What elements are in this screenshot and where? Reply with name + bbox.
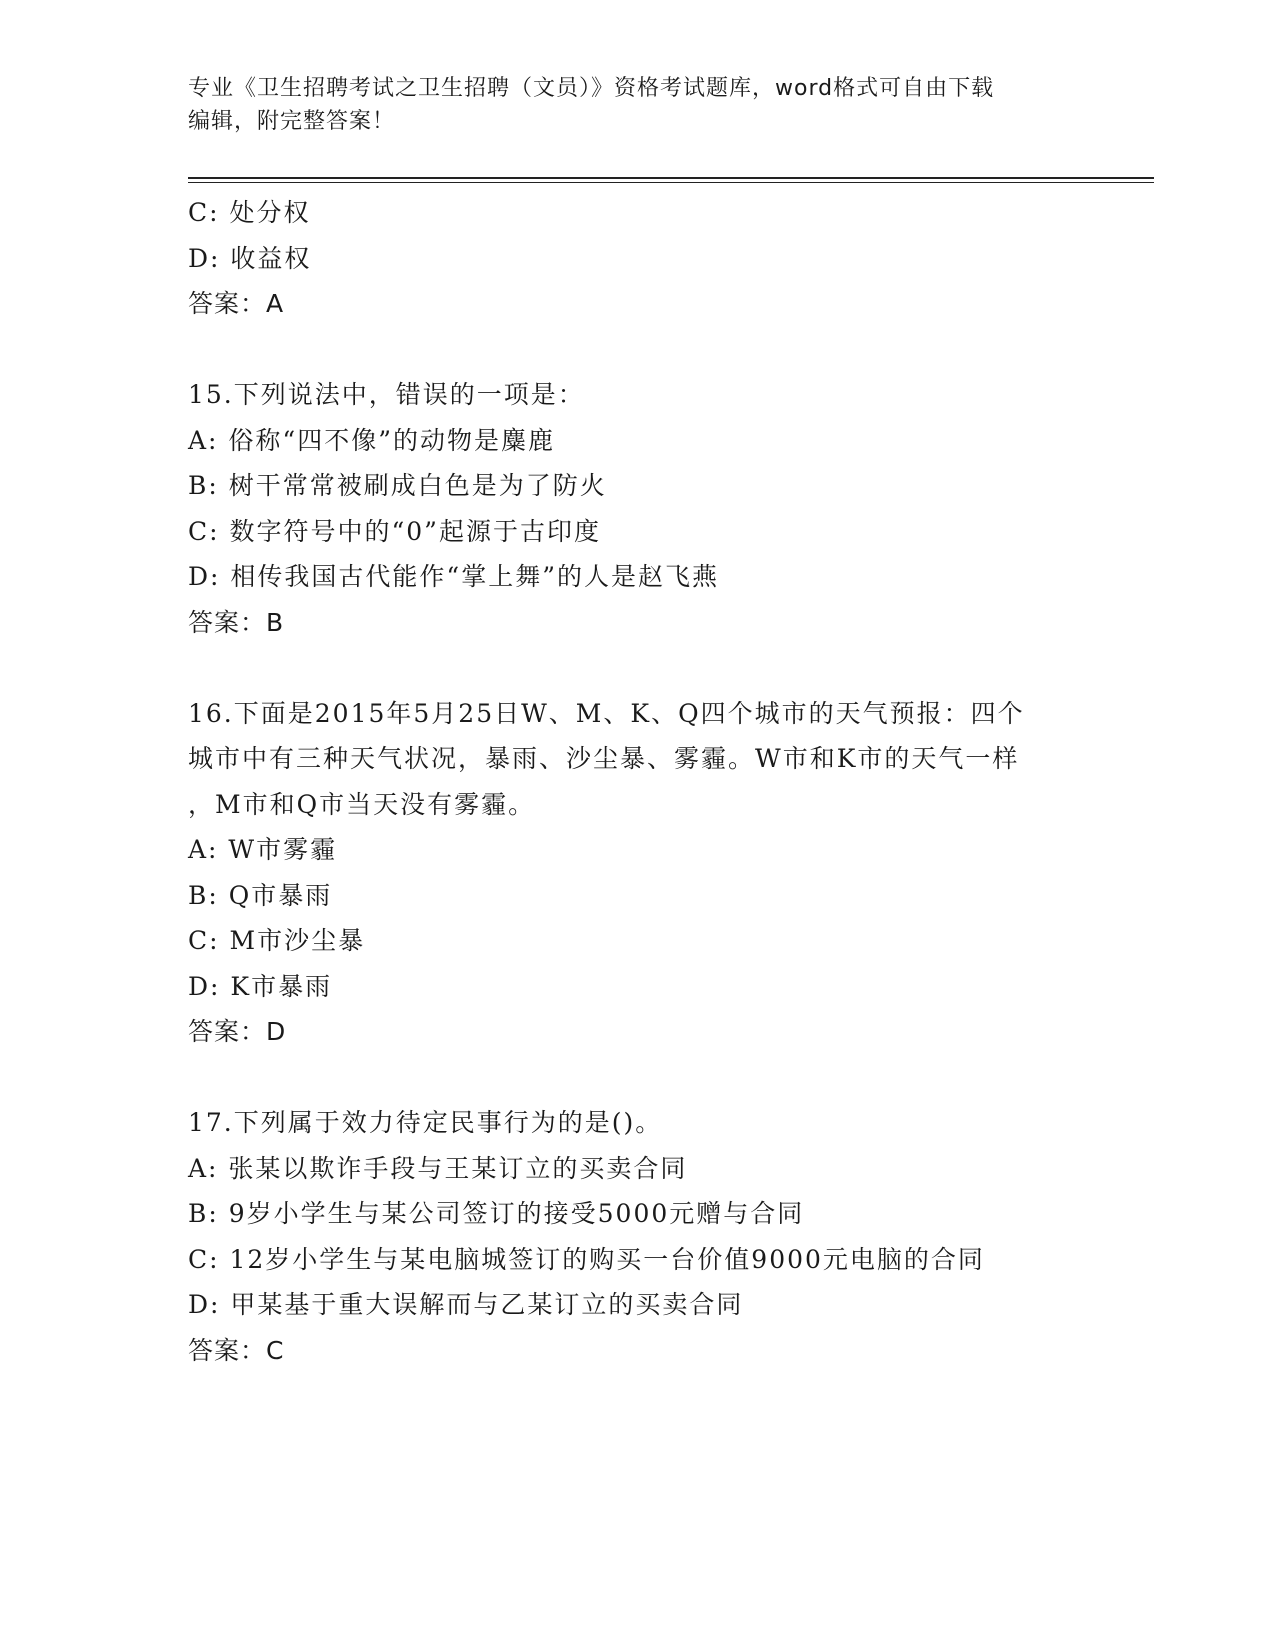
question-17: [188, 1100, 1088, 1373]
question-15: [188, 372, 1088, 645]
prev-option-c: C: 处分权: [188, 198, 311, 227]
header-rule-thick: [188, 177, 1154, 179]
answer: 答案：C: [188, 1335, 285, 1365]
question-text: 15.下列说法中，错误的一项是：: [188, 380, 585, 409]
option-b: B: Q市暴雨: [188, 880, 333, 910]
option-a: A: W市雾霾: [188, 835, 338, 864]
question-text-line-2: 城市中有三种天气状况，暴雨、沙尘暴、雾霾。W市和K市的天气一样: [188, 744, 1020, 773]
option-a: A: 俗称“四不像”的动物是麋鹿: [188, 425, 555, 455]
header-rule-thin: [188, 182, 1154, 183]
option-d: D: K市暴雨: [188, 971, 333, 1001]
question-list: [188, 190, 1088, 1373]
answer: 答案：D: [188, 1017, 287, 1046]
question-text-line-1: 16.下面是2015年5月25日W、M、K、Q四个城市的天气预报：四个: [188, 698, 1025, 728]
option-b: B: 树干常常被刷成白色是为了防火: [188, 471, 607, 500]
option-b: B: 9岁小学生与某公司签订的接受5000元赠与合同: [188, 1199, 805, 1228]
question-16: [188, 691, 1088, 1055]
option-c: C: 数字符号中的“0”起源于古印度: [188, 516, 601, 546]
header-line-1: 专业《卫生招聘考试之卫生招聘（文员）》资格考试题库，word格式可自由下载: [188, 76, 995, 101]
answer: 答案：B: [188, 607, 285, 637]
question-text-line-3: ，M市和Q市当天没有雾霾。: [188, 789, 536, 819]
option-a: A: 张某以欺诈手段与王某订立的买卖合同: [188, 1153, 688, 1183]
prev-option-d: D: 收益权: [188, 243, 312, 273]
document-header: [188, 72, 1088, 138]
prev-answer: 答案：A: [188, 289, 285, 318]
option-c: C: M市沙尘暴: [188, 926, 366, 955]
option-c: C: 12岁小学生与某电脑城签订的购买一台价值9000元电脑的合同: [188, 1244, 985, 1274]
option-d: D: 甲某基于重大误解而与乙某订立的买卖合同: [188, 1290, 744, 1319]
header-line-2: 编辑，附完整答案！: [188, 109, 396, 134]
question-text: 17.下列属于效力待定民事行为的是()。: [188, 1108, 663, 1137]
option-d: D: 相传我国古代能作“掌上舞”的人是赵飞燕: [188, 562, 719, 591]
